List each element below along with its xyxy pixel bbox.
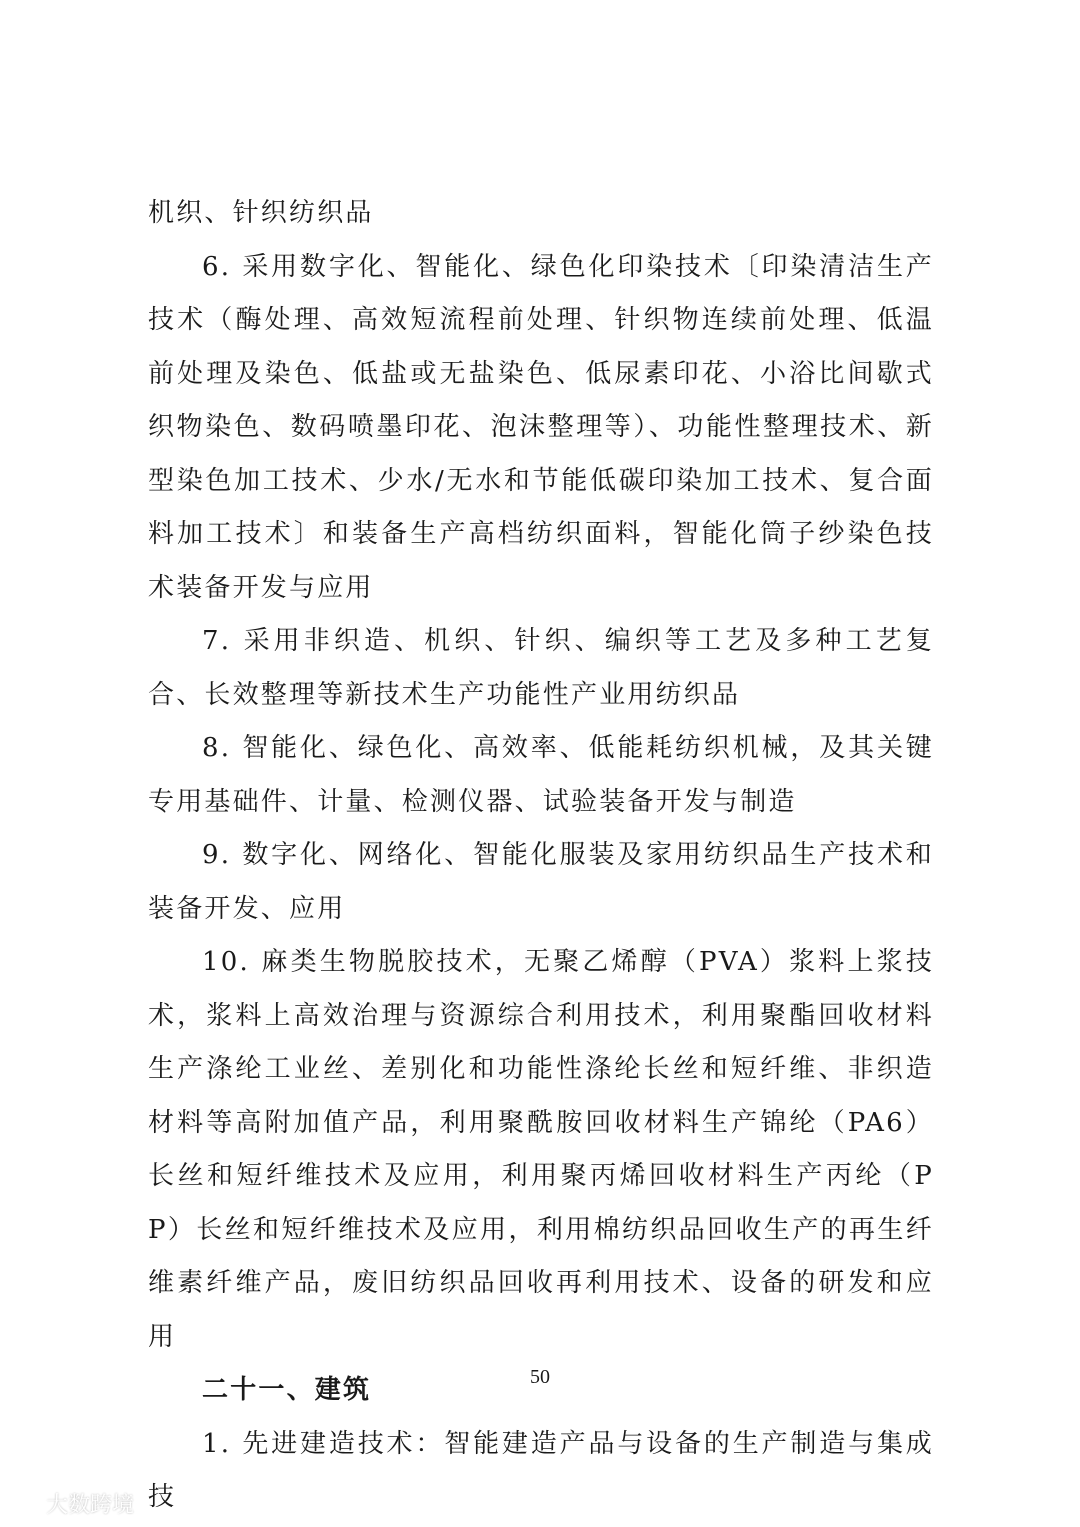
section-heading: 二十一、建筑: [202, 1375, 372, 1405]
paragraph-item-8: 8. 智能化、绿色化、高效率、低能耗纺织机械，及其关键专用基础件、计量、检测仪器、试验装备开发与制造: [148, 733, 934, 817]
watermark: [10, 1488, 134, 1519]
watermark-text: 大数跨境: [46, 1493, 135, 1518]
paragraph-item-6: 6. 采用数字化、智能化、绿色化印染技术〔印染清洁生产技术（酶处理、高效短流程前处理、针织物连续前处理、低温前处理及染色、低盐或无盐染色、低尿素印花、小浴比间歇式织物染色、数码喷墨印花、泡沫整理等）、功能性整理技术、新型染色加工技术、少水/无水和节能低碳印染加工技术、复合面料加工技术〕和装备生产高档纺织面料，智能化筒子纱染色技术装备开发与应用: [148, 251, 934, 603]
weibo-logo-icon: [10, 1492, 40, 1516]
paragraph-item-10: 10. 麻类生物脱胶技术，无聚乙烯醇（PVA）浆料上浆技术，浆料上高效治理与资源综合利用技术，利用聚酯回收材料生产涤纶工业丝、差别化和功能性涤纶长丝和短纤维、非织造材料等高附加值产品，利用聚酰胺回收材料生产锦纶（PA6）长丝和短纤维技术及应用，利用聚丙烯回收材料生产丙纶（PP）长丝和短纤维技术及应用，利用棉纺织品回收生产的再生纤维素纤维产品，废旧纺织品回收再利用技术、设备的研发和应用: [148, 947, 934, 1352]
paragraph-item-9: 9. 数字化、网络化、智能化服装及家用纺织品生产技术和装备开发、应用: [148, 840, 934, 924]
paragraph-item-1: 1. 先进建造技术：智能建造产品与设备的生产制造与集成技: [148, 1428, 934, 1512]
page-number: 50: [530, 1366, 550, 1388]
paragraph-continuation: 机织、针织纺织品: [148, 198, 374, 228]
paragraph-item-7: 7. 采用非织造、机织、针织、编织等工艺及多种工艺复合、长效整理等新技术生产功能性产业用纺织品: [148, 626, 934, 710]
document-body: [148, 187, 934, 1525]
